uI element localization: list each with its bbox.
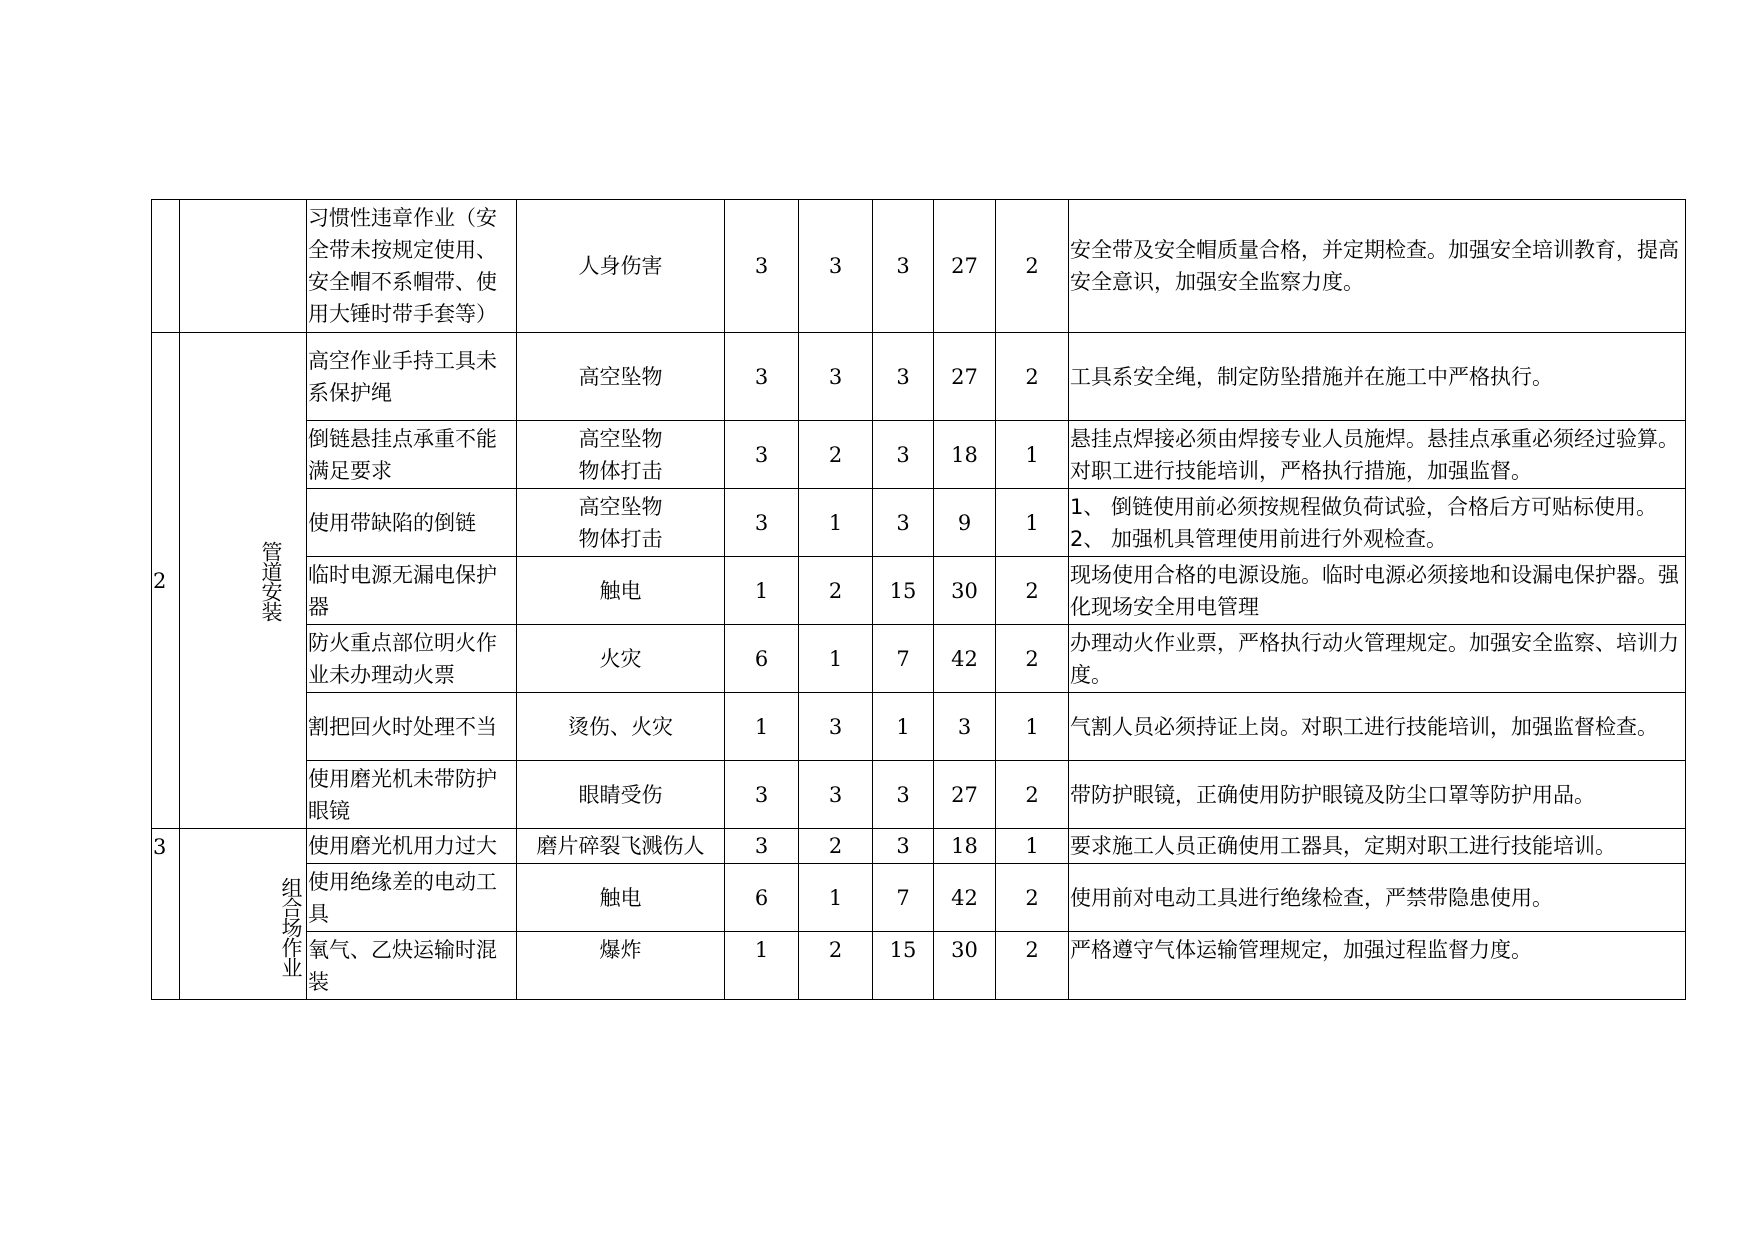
hazard-cell: 临时电源无漏电保护器 <box>307 557 517 625</box>
risk-level-cell: 2 <box>996 333 1069 421</box>
consequence-cell: 触电 <box>517 557 725 625</box>
measures-cell: 现场使用合格的电源设施。临时电源必须接地和设漏电保护器。强化现场安全用电管理 <box>1069 557 1686 625</box>
category-cell <box>180 333 307 829</box>
consequence-line: 高空坠物 物体打击 <box>578 494 663 551</box>
measures-cell: 气割人员必须持证上岗。对职工进行技能培训，加强监督检查。 <box>1069 693 1686 761</box>
measures-cell: 带防护眼镜，正确使用防护眼镜及防尘口罩等防护用品。 <box>1069 761 1686 829</box>
hazard-cell: 高空作业手持工具未系保护绳 <box>307 333 517 421</box>
risk-level-cell: 1 <box>996 693 1069 761</box>
table-row <box>152 932 1686 1000</box>
hazard-cell: 使用带缺陷的倒链 <box>307 489 517 557</box>
risk-level-cell: 1 <box>996 489 1069 557</box>
hazard-cell: 防火重点部位明火作业未办理动火票 <box>307 625 517 693</box>
d-value-cell: 3 <box>934 693 996 761</box>
e-value-cell: 1 <box>799 864 873 932</box>
c-value-cell: 7 <box>873 625 934 693</box>
consequence-cell: 高空坠物 <box>517 333 725 421</box>
c-value-cell: 15 <box>873 932 934 1000</box>
table-row <box>152 333 1686 421</box>
c-value-cell: 15 <box>873 557 934 625</box>
index-cell: 3 <box>152 829 180 1000</box>
d-value-cell: 18 <box>934 829 996 864</box>
c-value-cell: 3 <box>873 333 934 421</box>
hazard-cell: 氧气、乙炔运输时混装 <box>307 932 517 1000</box>
hazard-cell: 使用绝缘差的电动工具 <box>307 864 517 932</box>
d-value-cell: 9 <box>934 489 996 557</box>
measures-cell: 工具系安全绳，制定防坠措施并在施工中严格执行。 <box>1069 333 1686 421</box>
e-value-cell: 2 <box>799 557 873 625</box>
risk-level-cell: 1 <box>996 421 1069 489</box>
index-cell: 2 <box>152 333 180 829</box>
measures-cell: 1、 倒链使用前必须按规程做负荷试验，合格后方可贴标使用。2、 加强机具管理使用前进行外观检查。 <box>1069 489 1686 557</box>
measures-cell: 办理动火作业票，严格执行动火管理规定。加强安全监察、培训力度。 <box>1069 625 1686 693</box>
d-value-cell: 18 <box>934 421 996 489</box>
hazard-cell: 割把回火时处理不当 <box>307 693 517 761</box>
risk-level-cell: 2 <box>996 557 1069 625</box>
consequence-cell: 人身伤害 <box>517 200 725 333</box>
consequence-cell: 烫伤、火灾 <box>517 693 725 761</box>
risk-level-cell: 2 <box>996 200 1069 333</box>
e-value-cell: 3 <box>799 200 873 333</box>
d-value-cell: 42 <box>934 625 996 693</box>
table-row <box>152 421 1686 489</box>
hazard-cell: 使用磨光机用力过大 <box>307 829 517 864</box>
e-value-cell: 1 <box>799 489 873 557</box>
l-value-cell: 3 <box>725 421 799 489</box>
table-row <box>152 557 1686 625</box>
table-row <box>152 625 1686 693</box>
l-value-cell: 3 <box>725 333 799 421</box>
consequence-cell: 眼睛受伤 <box>517 761 725 829</box>
table-row <box>152 761 1686 829</box>
c-value-cell: 3 <box>873 200 934 333</box>
l-value-cell: 3 <box>725 200 799 333</box>
e-value-cell: 3 <box>799 693 873 761</box>
consequence-cell: 火灾 <box>517 625 725 693</box>
hazard-cell: 倒链悬挂点承重不能满足要求 <box>307 421 517 489</box>
risk-level-cell: 2 <box>996 625 1069 693</box>
e-value-cell: 1 <box>799 625 873 693</box>
c-value-cell: 3 <box>873 489 934 557</box>
d-value-cell: 30 <box>934 557 996 625</box>
e-value-cell: 2 <box>799 421 873 489</box>
d-value-cell: 27 <box>934 761 996 829</box>
e-value-cell: 2 <box>799 829 873 864</box>
measures-cell: 要求施工人员正确使用工器具，定期对职工进行技能培训。 <box>1069 829 1686 864</box>
risk-level-cell: 2 <box>996 932 1069 1000</box>
consequence-cell <box>517 421 725 489</box>
l-value-cell: 3 <box>725 489 799 557</box>
c-value-cell: 3 <box>873 761 934 829</box>
d-value-cell: 30 <box>934 932 996 1000</box>
c-value-cell: 3 <box>873 421 934 489</box>
hazard-cell: 使用磨光机未带防护眼镜 <box>307 761 517 829</box>
table-row <box>152 864 1686 932</box>
d-value-cell: 27 <box>934 200 996 333</box>
measures-cell: 安全带及安全帽质量合格，并定期检查。加强安全培训教育，提高安全意识，加强安全监察力度。 <box>1069 200 1686 333</box>
consequence-cell <box>517 489 725 557</box>
category-label: 组合场作业 <box>279 877 303 977</box>
risk-assessment-table <box>151 199 1686 1000</box>
e-value-cell: 2 <box>799 932 873 1000</box>
e-value-cell: 3 <box>799 333 873 421</box>
measures-cell: 使用前对电动工具进行绝缘检查，严禁带隐患使用。 <box>1069 864 1686 932</box>
table-row <box>152 489 1686 557</box>
consequence-cell: 触电 <box>517 864 725 932</box>
l-value-cell: 6 <box>725 864 799 932</box>
d-value-cell: 42 <box>934 864 996 932</box>
measures-cell: 严格遵守气体运输管理规定，加强过程监督力度。 <box>1069 932 1686 1000</box>
c-value-cell: 3 <box>873 829 934 864</box>
hazard-cell: 习惯性违章作业（安全带未按规定使用、安全帽不系帽带、使用大锤时带手套等） <box>307 200 517 333</box>
consequence-line: 高空坠物 物体打击 <box>578 426 663 483</box>
risk-level-cell: 1 <box>996 829 1069 864</box>
c-value-cell: 1 <box>873 693 934 761</box>
l-value-cell: 1 <box>725 693 799 761</box>
table-row <box>152 693 1686 761</box>
category-cell <box>180 829 307 1000</box>
category-cell <box>180 200 307 333</box>
l-value-cell: 3 <box>725 829 799 864</box>
consequence-cell: 磨片碎裂飞溅伤人 <box>517 829 725 864</box>
table-row <box>152 829 1686 864</box>
l-value-cell: 6 <box>725 625 799 693</box>
index-cell <box>152 200 180 333</box>
d-value-cell: 27 <box>934 333 996 421</box>
table-row <box>152 200 1686 333</box>
risk-level-cell: 2 <box>996 864 1069 932</box>
risk-level-cell: 2 <box>996 761 1069 829</box>
l-value-cell: 1 <box>725 932 799 1000</box>
measures-cell: 悬挂点焊接必须由焊接专业人员施焊。悬挂点承重必须经过验算。对职工进行技能培训，严格执行措施，加强监督。 <box>1069 421 1686 489</box>
l-value-cell: 1 <box>725 557 799 625</box>
consequence-cell: 爆炸 <box>517 932 725 1000</box>
category-label: 管道安装 <box>259 540 283 621</box>
e-value-cell: 3 <box>799 761 873 829</box>
c-value-cell: 7 <box>873 864 934 932</box>
l-value-cell: 3 <box>725 761 799 829</box>
